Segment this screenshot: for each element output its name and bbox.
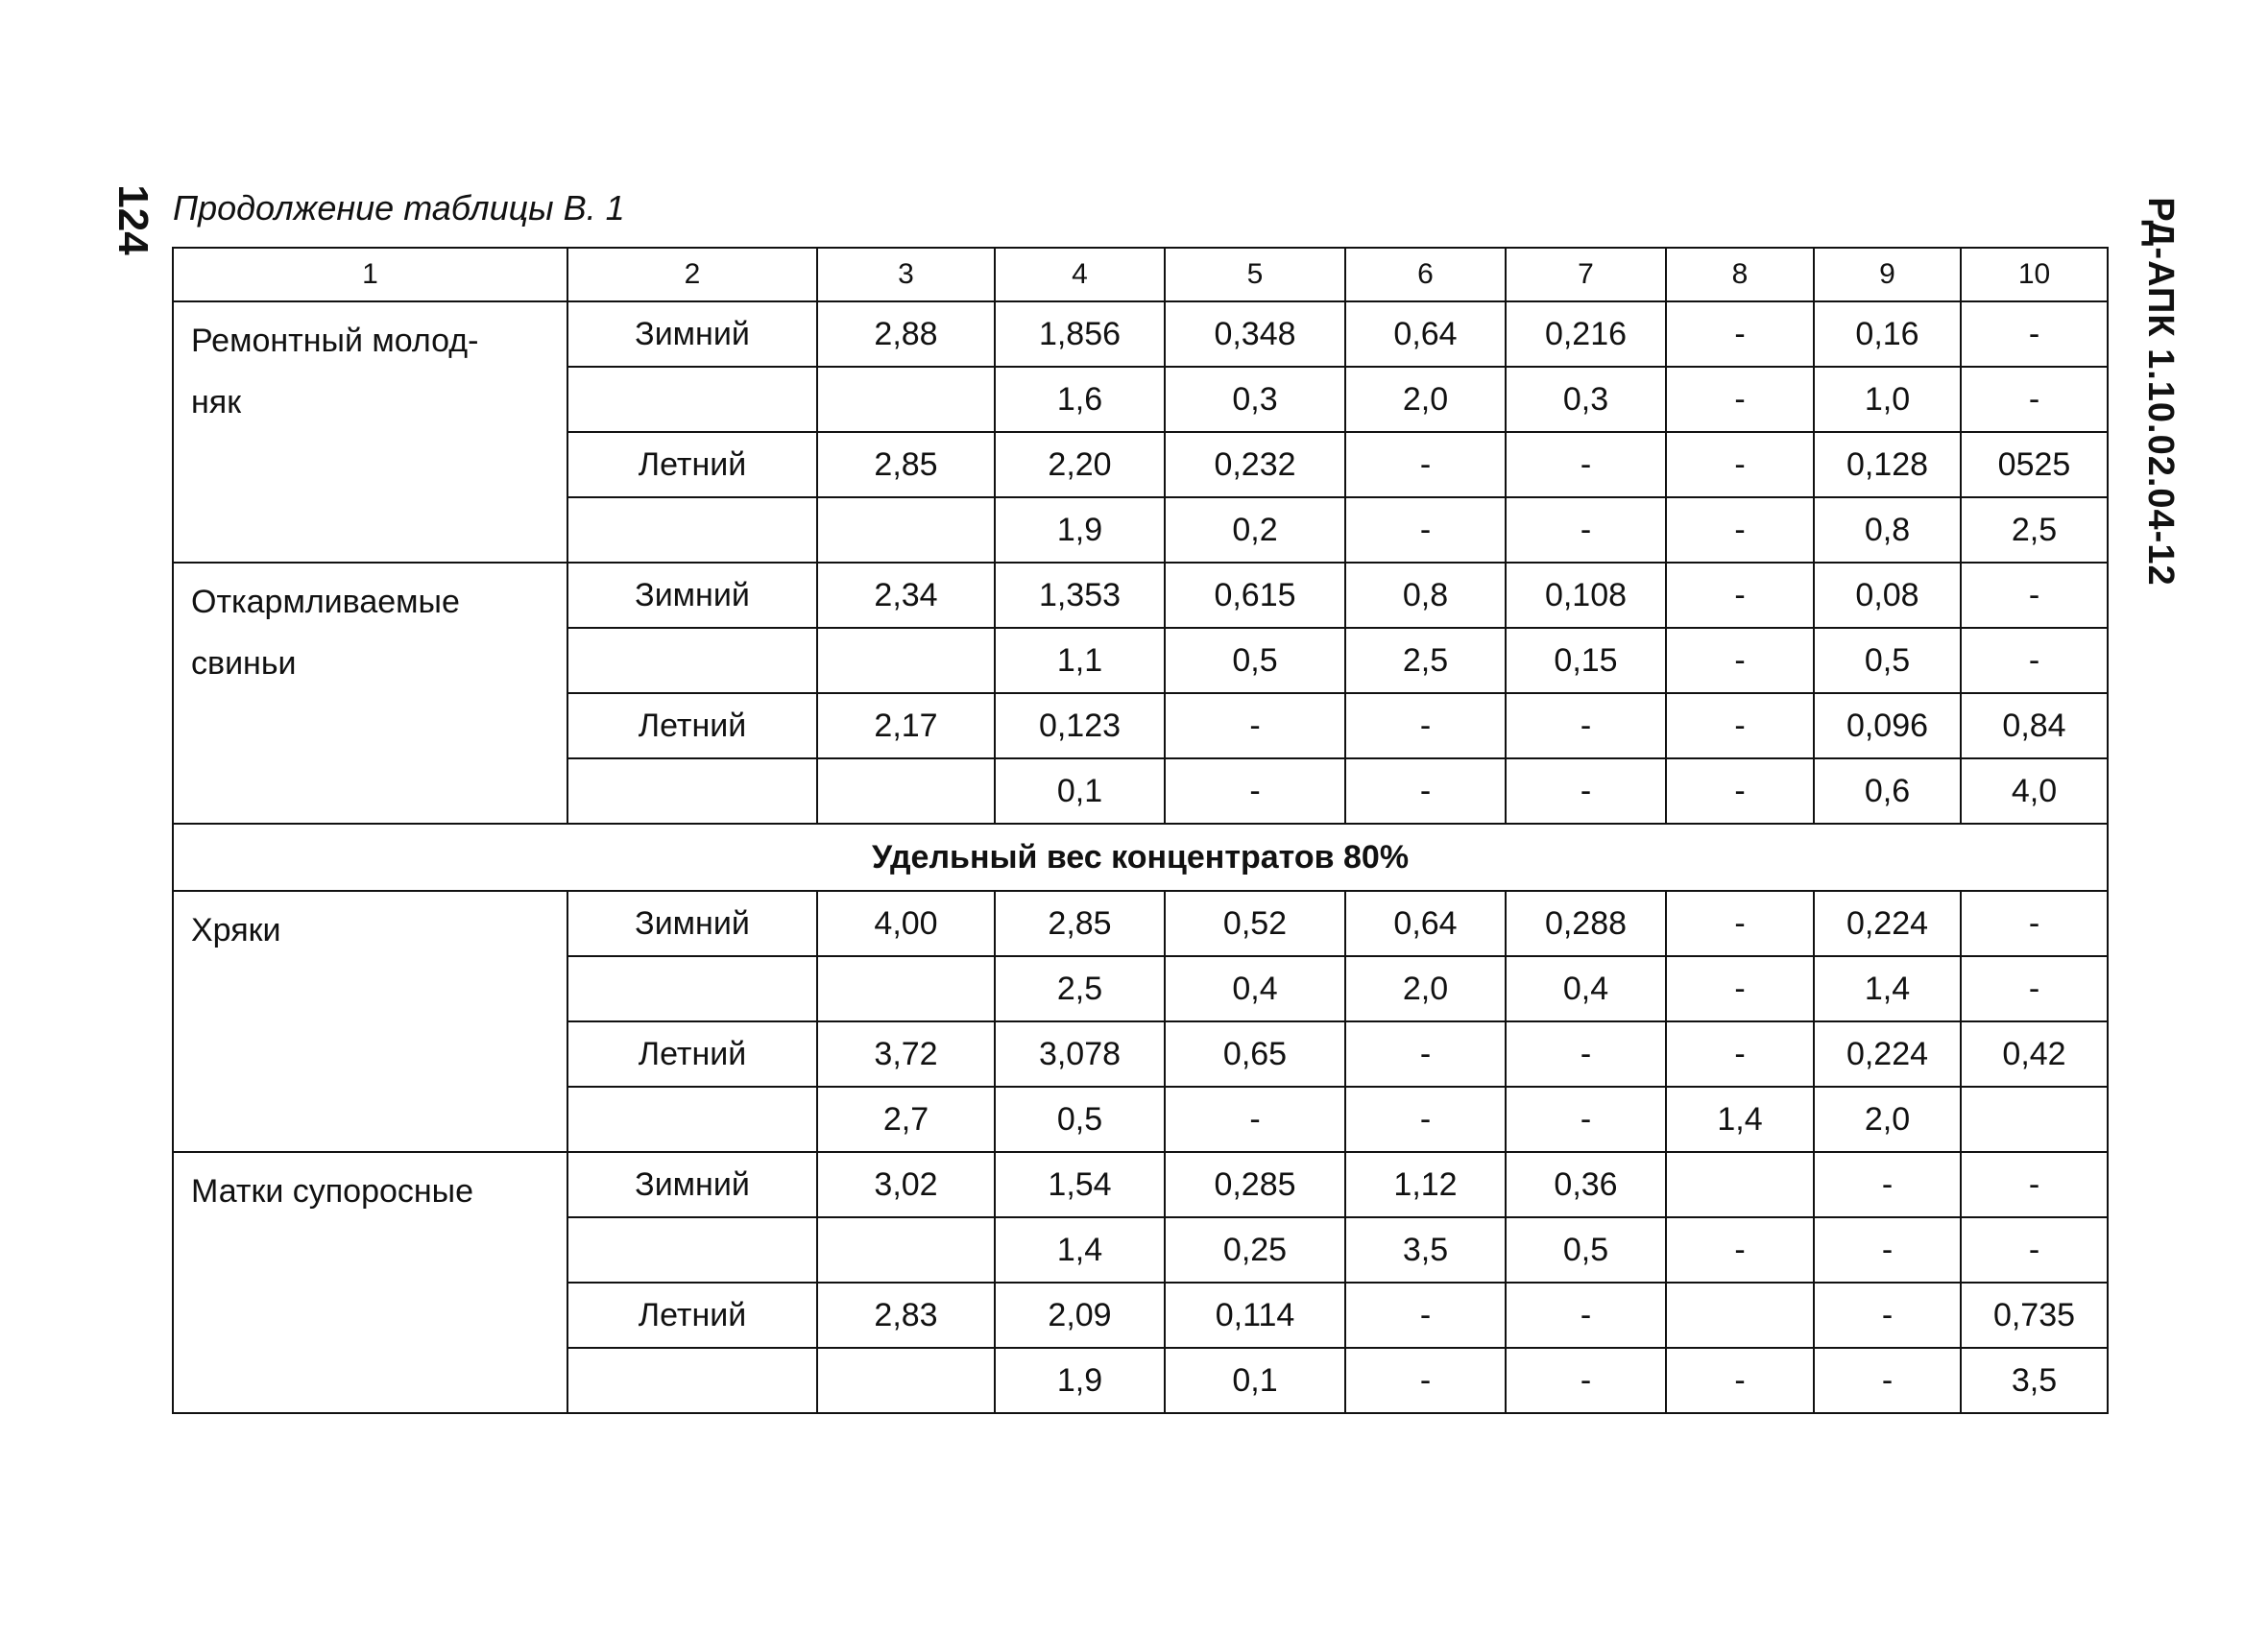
value-cell: 0,08 bbox=[1814, 563, 1961, 628]
value-cell: - bbox=[1165, 1087, 1345, 1152]
value-cell: 2,20 bbox=[995, 432, 1165, 497]
section-row bbox=[173, 824, 2108, 891]
value-cell: 2,5 bbox=[1345, 628, 1506, 693]
value-cell: - bbox=[1961, 956, 2108, 1021]
animal-group-name: Хряки bbox=[173, 891, 567, 1152]
season-cell: Зимний bbox=[567, 1152, 817, 1217]
column-number-2: 2 bbox=[567, 248, 817, 301]
value-cell: 0,16 bbox=[1814, 301, 1961, 367]
value-cell: - bbox=[1345, 432, 1506, 497]
value-cell: 0,114 bbox=[1165, 1283, 1345, 1348]
value-cell: 1,0 bbox=[1814, 367, 1961, 432]
value-cell: - bbox=[1666, 693, 1814, 758]
value-cell: 2,5 bbox=[995, 956, 1165, 1021]
value-cell: 0,348 bbox=[1165, 301, 1345, 367]
value-cell: 0,3 bbox=[1506, 367, 1666, 432]
value-cell: - bbox=[1961, 628, 2108, 693]
value-cell: - bbox=[1961, 301, 2108, 367]
value-cell: 0525 bbox=[1961, 432, 2108, 497]
animal-group-name: Ремонтный молод- няк bbox=[173, 301, 567, 563]
value-cell: - bbox=[1666, 1217, 1814, 1283]
value-cell: - bbox=[1506, 432, 1666, 497]
value-cell: 2,0 bbox=[1814, 1087, 1961, 1152]
value-cell: - bbox=[1666, 956, 1814, 1021]
value-cell: 0,1 bbox=[1165, 1348, 1345, 1413]
value-cell: 3,5 bbox=[1961, 1348, 2108, 1413]
value-cell: 2,0 bbox=[1345, 956, 1506, 1021]
value-cell: 0,65 bbox=[1165, 1021, 1345, 1087]
value-cell: - bbox=[1165, 693, 1345, 758]
value-cell: - bbox=[1961, 1217, 2108, 1283]
value-cell: - bbox=[1666, 301, 1814, 367]
value-cell: - bbox=[1345, 758, 1506, 824]
season-cell bbox=[567, 1348, 817, 1413]
column-number-6: 6 bbox=[1345, 248, 1506, 301]
value-cell: 4,00 bbox=[817, 891, 995, 956]
value-cell: 2,0 bbox=[1345, 367, 1506, 432]
value-cell: 1,6 bbox=[995, 367, 1165, 432]
value-cell: 0,216 bbox=[1506, 301, 1666, 367]
value-cell: 0,5 bbox=[1165, 628, 1345, 693]
value-cell: 1,1 bbox=[995, 628, 1165, 693]
value-cell: 0,15 bbox=[1506, 628, 1666, 693]
value-cell: - bbox=[1666, 563, 1814, 628]
season-cell: Летний bbox=[567, 693, 817, 758]
value-cell: - bbox=[1814, 1283, 1961, 1348]
value-cell: 1,12 bbox=[1345, 1152, 1506, 1217]
column-number-9: 9 bbox=[1814, 248, 1961, 301]
value-cell: 2,7 bbox=[817, 1087, 995, 1152]
value-cell bbox=[1666, 1283, 1814, 1348]
value-cell: 0,224 bbox=[1814, 891, 1961, 956]
value-cell: 0,4 bbox=[1165, 956, 1345, 1021]
value-cell: 1,54 bbox=[995, 1152, 1165, 1217]
season-cell bbox=[567, 367, 817, 432]
value-cell: - bbox=[1666, 367, 1814, 432]
column-number-1: 1 bbox=[173, 248, 567, 301]
value-cell: - bbox=[1165, 758, 1345, 824]
value-cell bbox=[817, 1217, 995, 1283]
season-cell bbox=[567, 1087, 817, 1152]
value-cell bbox=[1666, 1152, 1814, 1217]
value-cell: - bbox=[1814, 1152, 1961, 1217]
value-cell: 0,8 bbox=[1345, 563, 1506, 628]
table-row bbox=[173, 301, 2108, 367]
value-cell: 0,123 bbox=[995, 693, 1165, 758]
value-cell: 0,288 bbox=[1506, 891, 1666, 956]
value-cell: 0,232 bbox=[1165, 432, 1345, 497]
season-cell bbox=[567, 497, 817, 563]
value-cell: - bbox=[1345, 497, 1506, 563]
season-cell: Зимний bbox=[567, 563, 817, 628]
value-cell: - bbox=[1666, 891, 1814, 956]
value-cell: - bbox=[1666, 758, 1814, 824]
value-cell: 1,4 bbox=[1666, 1087, 1814, 1152]
document-code: РД-АПК 1.10.02.04-12 bbox=[2140, 197, 2182, 587]
season-cell: Летний bbox=[567, 1283, 817, 1348]
value-cell: 4,0 bbox=[1961, 758, 2108, 824]
value-cell bbox=[1961, 1087, 2108, 1152]
animal-group-name: Матки супоросные bbox=[173, 1152, 567, 1413]
value-cell: 1,856 bbox=[995, 301, 1165, 367]
value-cell bbox=[817, 1348, 995, 1413]
value-cell: - bbox=[1506, 758, 1666, 824]
value-cell: 2,85 bbox=[995, 891, 1165, 956]
value-cell: - bbox=[1345, 1021, 1506, 1087]
value-cell: - bbox=[1666, 1348, 1814, 1413]
value-cell: 3,078 bbox=[995, 1021, 1165, 1087]
value-cell: 0,5 bbox=[1814, 628, 1961, 693]
value-cell: - bbox=[1666, 432, 1814, 497]
value-cell: 3,02 bbox=[817, 1152, 995, 1217]
value-cell: 0,2 bbox=[1165, 497, 1345, 563]
season-cell bbox=[567, 758, 817, 824]
value-cell: - bbox=[1961, 367, 2108, 432]
value-cell: - bbox=[1666, 1021, 1814, 1087]
value-cell: 0,128 bbox=[1814, 432, 1961, 497]
value-cell: - bbox=[1506, 1283, 1666, 1348]
value-cell: - bbox=[1666, 628, 1814, 693]
column-number-7: 7 bbox=[1506, 248, 1666, 301]
value-cell: 0,25 bbox=[1165, 1217, 1345, 1283]
value-cell: 0,64 bbox=[1345, 301, 1506, 367]
value-cell: 0,64 bbox=[1345, 891, 1506, 956]
value-cell: 0,3 bbox=[1165, 367, 1345, 432]
value-cell: 2,34 bbox=[817, 563, 995, 628]
column-number-10: 10 bbox=[1961, 248, 2108, 301]
value-cell: - bbox=[1345, 693, 1506, 758]
value-cell: - bbox=[1345, 1283, 1506, 1348]
value-cell: - bbox=[1506, 1348, 1666, 1413]
value-cell: 0,6 bbox=[1814, 758, 1961, 824]
table-row bbox=[173, 891, 2108, 956]
value-cell: 2,09 bbox=[995, 1283, 1165, 1348]
value-cell: 0,5 bbox=[1506, 1217, 1666, 1283]
value-cell: - bbox=[1506, 1087, 1666, 1152]
column-number-8: 8 bbox=[1666, 248, 1814, 301]
value-cell: 2,83 bbox=[817, 1283, 995, 1348]
season-cell bbox=[567, 1217, 817, 1283]
table-row bbox=[173, 1152, 2108, 1217]
column-number-4: 4 bbox=[995, 248, 1165, 301]
value-cell: 0,096 bbox=[1814, 693, 1961, 758]
value-cell: 1,353 bbox=[995, 563, 1165, 628]
value-cell: - bbox=[1961, 1152, 2108, 1217]
value-cell bbox=[817, 497, 995, 563]
value-cell: - bbox=[1506, 693, 1666, 758]
column-number-3: 3 bbox=[817, 248, 995, 301]
value-cell bbox=[817, 628, 995, 693]
value-cell bbox=[817, 956, 995, 1021]
value-cell: 0,84 bbox=[1961, 693, 2108, 758]
season-cell bbox=[567, 628, 817, 693]
season-cell: Зимний bbox=[567, 301, 817, 367]
value-cell: 2,17 bbox=[817, 693, 995, 758]
value-cell: 0,36 bbox=[1506, 1152, 1666, 1217]
value-cell bbox=[817, 367, 995, 432]
value-cell: 0,224 bbox=[1814, 1021, 1961, 1087]
value-cell: - bbox=[1961, 563, 2108, 628]
season-cell: Зимний bbox=[567, 891, 817, 956]
value-cell: 2,88 bbox=[817, 301, 995, 367]
season-cell: Летний bbox=[567, 432, 817, 497]
value-cell: 3,72 bbox=[817, 1021, 995, 1087]
table-row bbox=[173, 563, 2108, 628]
value-cell: 1,4 bbox=[1814, 956, 1961, 1021]
value-cell: 2,85 bbox=[817, 432, 995, 497]
value-cell: 1,4 bbox=[995, 1217, 1165, 1283]
section-title: Удельный вес концентратов 80% bbox=[173, 824, 2108, 891]
value-cell: - bbox=[1814, 1348, 1961, 1413]
season-cell bbox=[567, 956, 817, 1021]
value-cell: - bbox=[1506, 497, 1666, 563]
value-cell: 1,9 bbox=[995, 1348, 1165, 1413]
column-number-5: 5 bbox=[1165, 248, 1345, 301]
value-cell: 0,42 bbox=[1961, 1021, 2108, 1087]
value-cell: 0,285 bbox=[1165, 1152, 1345, 1217]
value-cell: 2,5 bbox=[1961, 497, 2108, 563]
value-cell: - bbox=[1814, 1217, 1961, 1283]
header-row bbox=[173, 248, 2108, 301]
value-cell: - bbox=[1345, 1087, 1506, 1152]
animal-group-name: Откармливаемые свиньи bbox=[173, 563, 567, 824]
value-cell: - bbox=[1666, 497, 1814, 563]
value-cell: 3,5 bbox=[1345, 1217, 1506, 1283]
value-cell: 0,108 bbox=[1506, 563, 1666, 628]
value-cell: 0,5 bbox=[995, 1087, 1165, 1152]
page-number: 124 bbox=[109, 184, 157, 255]
table-caption: Продолжение таблицы В. 1 bbox=[173, 188, 625, 228]
value-cell: - bbox=[1961, 891, 2108, 956]
value-cell bbox=[817, 758, 995, 824]
value-cell: 0,615 bbox=[1165, 563, 1345, 628]
value-cell: 0,1 bbox=[995, 758, 1165, 824]
value-cell: 1,9 bbox=[995, 497, 1165, 563]
value-cell: 0,52 bbox=[1165, 891, 1345, 956]
value-cell: 0,735 bbox=[1961, 1283, 2108, 1348]
season-cell: Летний bbox=[567, 1021, 817, 1087]
value-cell: 0,8 bbox=[1814, 497, 1961, 563]
value-cell: - bbox=[1506, 1021, 1666, 1087]
value-cell: 0,4 bbox=[1506, 956, 1666, 1021]
data-table bbox=[172, 247, 2109, 1414]
value-cell: - bbox=[1345, 1348, 1506, 1413]
